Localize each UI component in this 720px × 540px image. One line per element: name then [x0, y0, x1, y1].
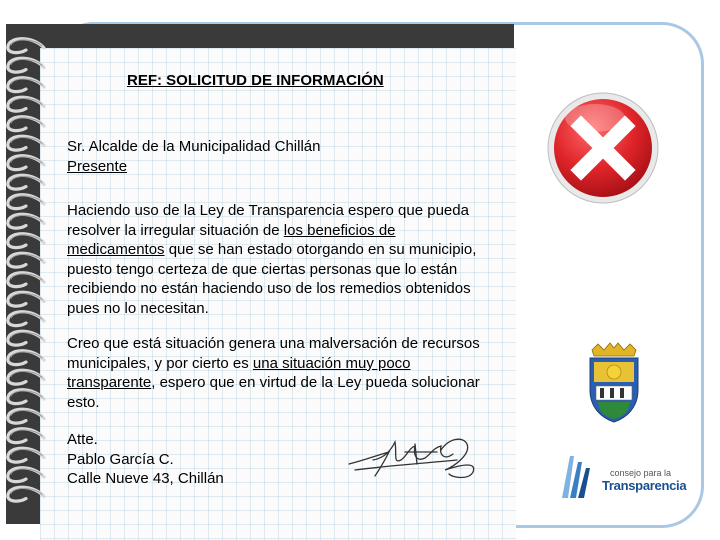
- spiral-ring: [8, 214, 44, 228]
- spiral-ring: [8, 312, 44, 326]
- spiral-ring: [8, 195, 44, 209]
- spiral-ring: [8, 97, 44, 111]
- spiral-ring: [8, 468, 44, 482]
- spiral-ring: [8, 351, 44, 365]
- spiral-binding-icon: [4, 34, 52, 504]
- spiral-ring: [8, 409, 44, 423]
- letter-title: REF: SOLICITUD DE INFORMACIÓN: [127, 72, 384, 89]
- spiral-ring: [8, 136, 44, 150]
- spiral-ring: [8, 331, 44, 345]
- spiral-ring: [8, 175, 44, 189]
- addressee-line: Sr. Alcalde de la Municipalidad Chillán: [67, 138, 321, 155]
- spiral-ring: [8, 448, 44, 462]
- signer-name: Pablo García C.: [67, 451, 174, 468]
- spiral-ring: [8, 234, 44, 248]
- spiral-ring: [8, 370, 44, 384]
- chillan-coat-of-arms-icon: [584, 342, 644, 424]
- spiral-ring: [8, 58, 44, 72]
- x-circle-icon: [545, 90, 661, 206]
- spiral-ring: [8, 39, 44, 53]
- logo-brand-text: Transparencia: [602, 478, 687, 493]
- transparencia-logo-icon: [560, 450, 592, 500]
- addressee-presente: Presente: [67, 158, 128, 175]
- spiral-ring: [8, 273, 44, 287]
- spiral-ring: [8, 390, 44, 404]
- spiral-ring: [8, 78, 44, 92]
- signer-address: Calle Nueve 43, Chillán: [67, 470, 224, 487]
- spiral-ring: [8, 253, 44, 267]
- handwritten-signature-icon: [345, 430, 485, 485]
- spiral-ring: [8, 487, 44, 501]
- spiral-ring: [8, 292, 44, 306]
- spiral-ring: [8, 429, 44, 443]
- closing: Atte.: [67, 431, 98, 448]
- paragraph-1: Haciendo uso de la Ley de Transparencia espero que pueda resolver la irregular situación de los beneficios de medicamentos que se han estado otorgando en su municipio, puesto tengo certeza de que ciertas personas que lo están recibiendo no están haciendo uso de los remedios obtenidos pues no lo necesitan.: [67, 202, 477, 317]
- paragraph-2: Creo que está situación genera una malversación de recursos municipales, y por cierto es una situación muy poco transparente, espero que en virtud de la Ley pueda solucionar esto.: [67, 335, 480, 411]
- spiral-ring: [8, 117, 44, 131]
- logo-small-text: consejo para la: [610, 468, 672, 478]
- spiral-ring: [8, 156, 44, 170]
